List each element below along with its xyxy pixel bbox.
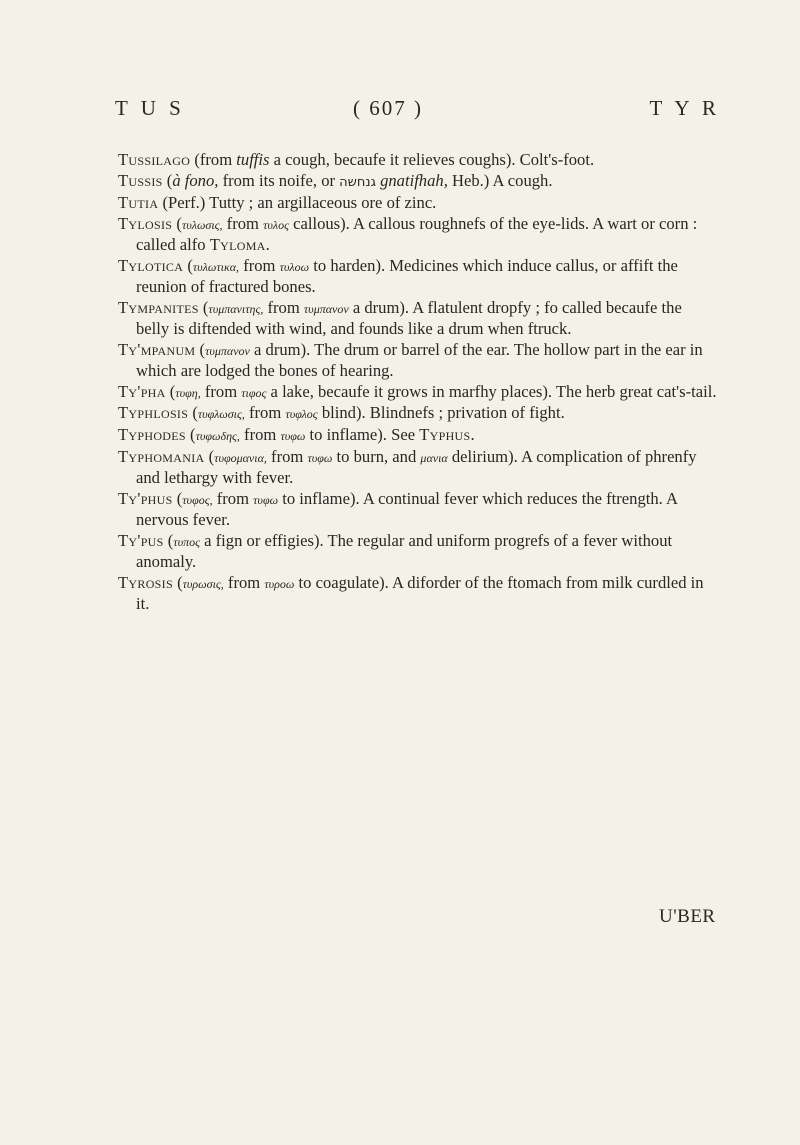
greek-word: τιφος bbox=[241, 385, 267, 400]
header-left: T U S bbox=[115, 96, 185, 120]
catchword: U'BER bbox=[659, 906, 716, 927]
headword: Tylotica bbox=[118, 256, 184, 276]
greek-word: τυμπανον bbox=[303, 301, 349, 316]
headword: Ty'pha bbox=[118, 381, 166, 401]
entry-tussis: Tussis (à fono, from its noife, or גנחשה gnatifhah, Heb.) A cough. bbox=[118, 170, 553, 190]
hebrew-word: גנחשה bbox=[339, 174, 376, 190]
header-right: T Y R bbox=[649, 96, 720, 120]
headword: Tussilago bbox=[118, 150, 191, 169]
headword: Typhomania bbox=[118, 446, 205, 466]
entry-typha: Ty'pha (τυφη, from τιφος a lake, becaufe it grows in marfhy places). The herb great cat's-tail. bbox=[118, 381, 717, 401]
entry-tympanites: Tympanites (τυμπανιτης, from τυμπανον a drum). A flatulent dropfy ; fo called becaufe the belly is diftended with wind, and founds like a drum when ftruck. bbox=[118, 297, 682, 339]
headword: Ty'pus bbox=[118, 530, 164, 550]
greek-word: τυλωσις, bbox=[181, 218, 223, 233]
greek-word: τυλοω bbox=[279, 260, 310, 275]
headword: Tympanites bbox=[118, 297, 199, 317]
greek-word: τυρωσις, bbox=[182, 576, 224, 591]
greek-word: τυφλωσις, bbox=[197, 407, 245, 422]
entry-tylotica: Tylotica (τυλωτικα, from τυλοω to harden). Medicines which induce callus, or affift the reunion of fractured bones. bbox=[118, 256, 678, 297]
greek-word: τυφλος bbox=[285, 407, 318, 422]
greek-word: τυροω bbox=[264, 576, 295, 591]
greek-word: τυμπανον bbox=[205, 343, 250, 358]
headword: Typhlosis bbox=[118, 403, 189, 423]
running-header bbox=[115, 96, 720, 126]
headword: Tyrosis bbox=[118, 572, 173, 592]
headword: Typhodes bbox=[118, 425, 186, 445]
headword: Ty'mpanum bbox=[118, 339, 196, 359]
headword: Ty'phus bbox=[118, 488, 173, 508]
entry-typhus: Ty'phus (τυφος, from τυφω to inflame). A continual fever which reduces the ftrength. A nervous fever. bbox=[118, 488, 678, 529]
entry-tyrosis: Tyrosis (τυρωσις, from τυροω to coagulate). A diforder of the ftomach from milk curdled in it. bbox=[118, 572, 704, 613]
headword: Tussis bbox=[118, 170, 163, 190]
greek-word: τυλωτικα, bbox=[192, 260, 240, 275]
entry-typhodes: Typhodes (τυφωδης, from τυφω to inflame). See Typhus. bbox=[118, 425, 475, 445]
cross-reference: Tyloma. bbox=[209, 235, 271, 255]
greek-word: τυφω bbox=[253, 492, 279, 507]
greek-word: μανια bbox=[420, 450, 448, 465]
greek-word: τυφη, bbox=[175, 385, 201, 400]
headword: Tylosis bbox=[118, 214, 173, 234]
headword: Tutia bbox=[118, 193, 159, 213]
entry-tylosis: Tylosis (τυλωσις, from τυλος callous). A callous roughnefs of the eye-lids. A wart or corn : called alfo Tyloma. bbox=[118, 214, 698, 255]
entry-typus: Ty'pus (τυπος a fign or effigies). The regular and uniform progrefs of a fever without anomaly. bbox=[118, 530, 673, 571]
greek-word: τυφω bbox=[280, 429, 306, 444]
greek-word: τυφος, bbox=[182, 492, 213, 507]
greek-word: τυφωδης, bbox=[195, 429, 240, 444]
greek-word: τυφομανια, bbox=[214, 450, 267, 465]
greek-word: τυφω bbox=[307, 450, 333, 465]
cross-reference: Typhus. bbox=[419, 425, 475, 445]
dictionary-entries bbox=[118, 150, 718, 614]
greek-word: τυλος bbox=[263, 218, 289, 233]
entry-tutia: Tutia (Perf.) Tutty ; an argillaceous ore of zinc. bbox=[118, 193, 437, 213]
entry-tympanum: Ty'mpanum (τυμπανον a drum). The drum or barrel of the ear. The hollow part in the ear in which are lodged the bones of hearing. bbox=[118, 339, 703, 381]
entry-typhomania: Typhomania (τυφομανια, from τυφω to burn, and μανια delirium). A complication of phrenfy and lethargy with fever. bbox=[118, 446, 697, 488]
greek-word: τυπος bbox=[173, 534, 200, 549]
greek-word: τυμπανιτης, bbox=[208, 301, 264, 316]
entry-typhlosis: Typhlosis (τυφλωσις, from τυφλος blind). Blindnefs ; privation of fight. bbox=[118, 403, 565, 423]
entry-tussilago: Tussilago (from tuffis a cough, becaufe it relieves coughs). Colt's-foot. bbox=[118, 150, 595, 169]
page-number: ( 607 ) bbox=[353, 96, 423, 120]
